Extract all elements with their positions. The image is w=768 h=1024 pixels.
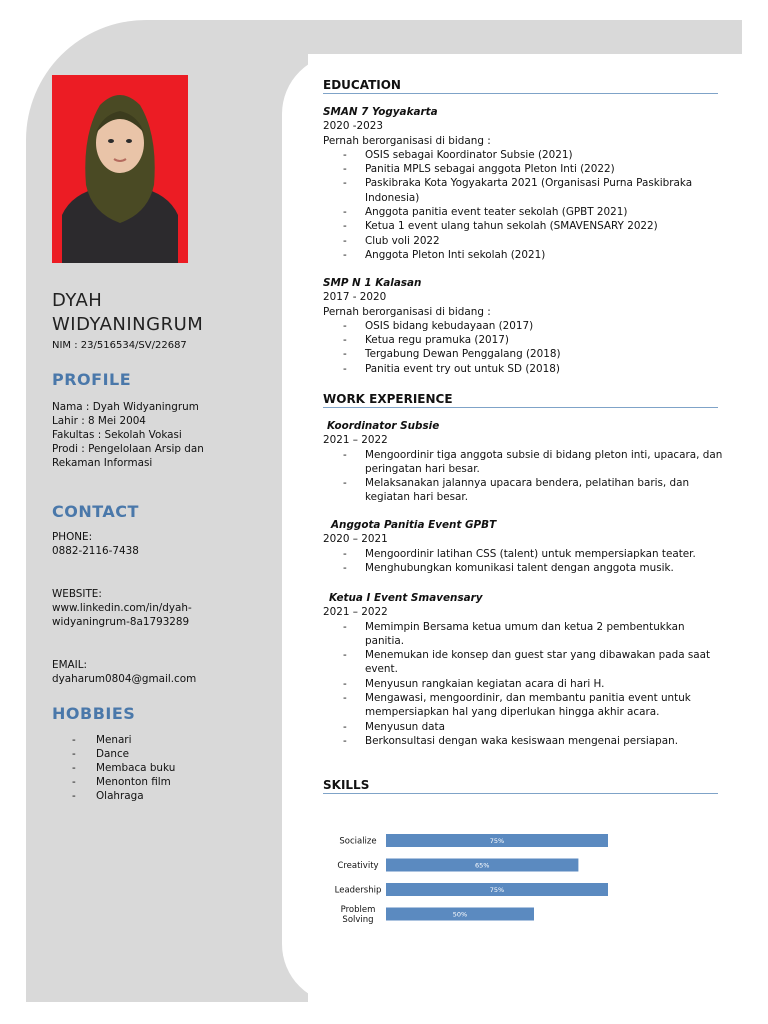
list-item: - Melaksanakan jalannya upacara bendera, pelatihan baris, dan kegiatan hari besar. (343, 477, 690, 504)
job-years: 2021 – 2022 (323, 434, 388, 447)
list-item: - Olahraga (72, 790, 144, 802)
list-item: - Menyusun rangkaian kegiatan acara di hari H. (343, 677, 605, 690)
skill-value-label: 50% (452, 910, 468, 919)
email-block (52, 658, 282, 686)
website-link-cont[interactable]: widyaningrum-8a1793289 (52, 616, 190, 628)
phone-block (52, 530, 282, 558)
education-heading: EDUCATION (323, 78, 718, 94)
profile-line: Fakultas : Sekolah Vokasi (52, 429, 182, 441)
school-intro: Pernah berorganisasi di bidang : (323, 134, 491, 147)
list-item: - Menari (72, 734, 132, 746)
list-item: - Anggota panitia event teater sekolah (GPBT 2021) (343, 206, 628, 219)
education-school-1 (323, 105, 723, 262)
list-item: - Ketua regu pramuka (2017) (343, 334, 509, 347)
list-item: - Menyusun data (343, 720, 445, 733)
skill-value-label: 75% (489, 886, 505, 894)
profile-line: Nama : Dyah Widyaningrum (52, 401, 199, 413)
school-years: 2020 -2023 (323, 120, 383, 133)
list-item: - Paskibraka Kota Yogyakarta 2021 (Organisasi Purna Paskibraka Indonesia) (343, 177, 693, 204)
hobbies-heading: HOBBIES (52, 704, 136, 723)
list-item: - Anggota Pleton Inti sekolah (2021) (343, 248, 546, 261)
list-item: - Tergabung Dewan Penggalang (2018) (343, 348, 561, 361)
email-label: EMAIL: (52, 659, 87, 671)
website-link[interactable]: www.linkedin.com/in/dyah- (52, 602, 192, 614)
skills-chart-svg (300, 820, 630, 940)
website-label: WEBSITE: (52, 588, 102, 600)
website-block (52, 587, 282, 629)
full-name: DYAH WIDYANINGRUM (52, 290, 204, 335)
skill-label: Problem Solving (340, 905, 376, 925)
hobbies-list (72, 733, 175, 803)
profile-line: Lahir : 8 Mei 2004 (52, 415, 146, 427)
list-item: - Panitia MPLS sebagai anggota Pleton Inti (2022) (343, 163, 615, 176)
job-years: 2020 – 2021 (323, 533, 388, 546)
profile-heading: PROFILE (52, 370, 132, 389)
job-1 (323, 419, 723, 505)
skills-heading: SKILLS (323, 778, 718, 794)
job-title: Anggota Panitia Event GPBT (331, 519, 497, 531)
job-years: 2021 – 2022 (323, 606, 388, 619)
contact-heading: CONTACT (52, 502, 139, 521)
phone-number[interactable]: 0882-2116-7438 (52, 545, 139, 557)
list-item: - Membaca buku (72, 762, 176, 774)
email-link[interactable]: dyaharum0804@gmail.com (52, 673, 197, 685)
list-item: - Mengoordinir tiga anggota subsie di bidang pleton inti, upacara, dan peringatan hari besar. (343, 448, 723, 475)
list-item: - Memimpin Bersama ketua umum dan ketua 2 pembentukkan panitia. (343, 620, 685, 647)
student-id: NIM : 23/516534/SV/22687 (52, 340, 187, 351)
job-2 (323, 518, 723, 575)
skill-label: Creativity (337, 861, 379, 871)
school-name: SMAN 7 Yogyakarta (323, 106, 438, 118)
school-intro: Pernah berorganisasi di bidang : (323, 305, 491, 318)
list-item: - OSIS bidang kebudayaan (2017) (343, 319, 534, 332)
list-item: - Ketua 1 event ulang tahun sekolah (SMAVENSARY 2022) (343, 220, 658, 233)
skill-value-label: 65% (474, 861, 490, 870)
job-title: Ketua I Event Smavensary (329, 592, 483, 604)
list-item: - Panitia event try out untuk SD (2018) (343, 362, 560, 375)
education-school-2 (323, 276, 723, 376)
list-item: - Club voli 2022 (343, 234, 440, 247)
list-item: - Menemukan ide konsep dan guest star yang dibawakan pada saat event. (343, 649, 711, 676)
list-item: - Menghubungkan komunikasi talent dengan anggota musik. (343, 561, 674, 574)
skill-label: Leadership (334, 885, 382, 896)
skill-label: Socialize (339, 836, 377, 847)
list-item: - Dance (72, 748, 130, 760)
job-title: Koordinator Subsie (327, 420, 440, 432)
skill-value-label: 75% (489, 837, 505, 845)
profile-line: Prodi : Pengelolaan Arsip dan (52, 443, 204, 455)
profile-photo (52, 75, 188, 263)
list-item: - Mengoordinir latihan CSS (talent) untuk mempersiapkan teater. (343, 547, 696, 560)
list-item: - Menonton film (72, 776, 171, 788)
job-3 (323, 591, 723, 748)
profile-line: Rekaman Informasi (52, 457, 153, 469)
school-name: SMP N 1 Kalasan (323, 277, 422, 289)
list-item: - OSIS sebagai Koordinator Subsie (2021) (343, 148, 573, 161)
phone-label: PHONE: (52, 531, 93, 543)
profile-details (52, 400, 282, 470)
list-item: - Mengawasi, mengoordinir, dan membantu panitia event untuk mempersiapkan hal yang diperlukan hingga akhir acara. (343, 692, 691, 719)
work-heading: WORK EXPERIENCE (323, 392, 718, 408)
list-item: - Berkonsultasi dengan waka kesiswaan mengenai persiapan. (343, 734, 678, 747)
school-years: 2017 - 2020 (323, 291, 387, 304)
